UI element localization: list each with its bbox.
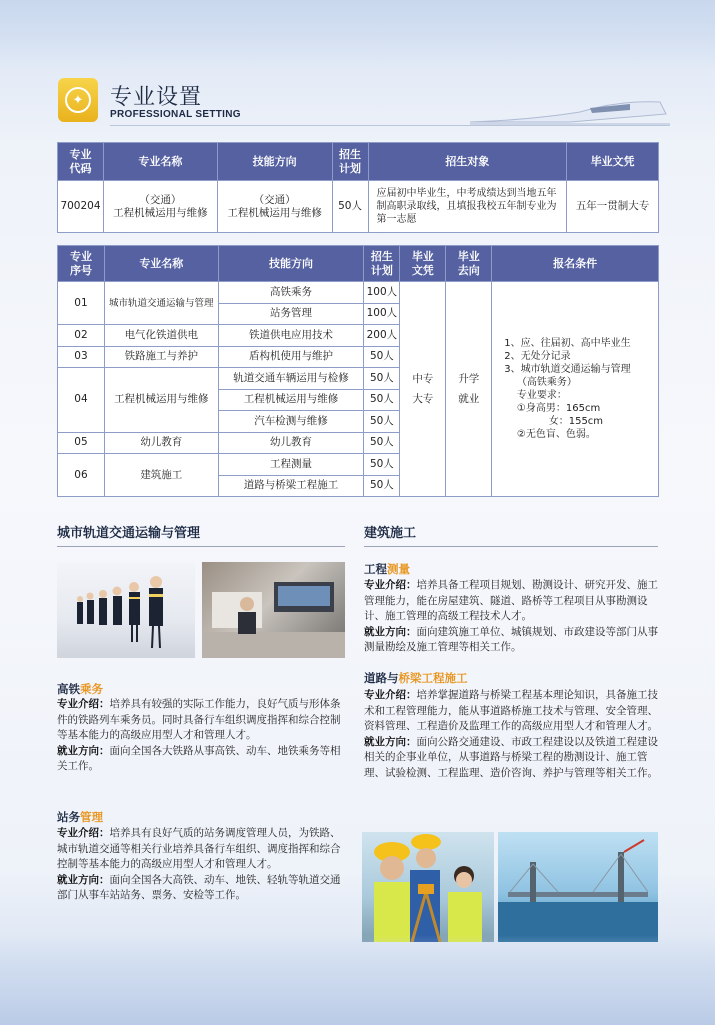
subheading-accent: 桥梁工程施工 — [398, 671, 468, 685]
photo-surveyors — [362, 832, 494, 942]
enrollment-table-majors — [57, 245, 659, 497]
text-intro: 培养具备工程项目规划、勘测设计、研究开发、施工管理能力，能在房屋建筑、隧道、路桥等工程项目从事勘测设计、施工管理的高级工程技术人才。 — [364, 579, 658, 622]
cell-plan: 50人 — [364, 475, 400, 497]
cell-no: 01 — [58, 282, 105, 325]
subheading-text: 道路与 — [364, 671, 399, 685]
cell-major: 城市轨道交通运输与管理 — [104, 282, 218, 325]
label-job: 就业方向： — [364, 625, 417, 638]
cell-major: 工程机械运用与维修 — [104, 368, 218, 433]
cell-major: （交通） 工程机械运用与维修 — [103, 181, 217, 233]
cell-skill: 轨道交通车辆运用与检修 — [218, 368, 364, 390]
subheading-surveying — [364, 561, 410, 577]
cell-skill: 站务管理 — [218, 303, 364, 325]
cell-no: 05 — [58, 432, 105, 454]
paragraph-surveying — [364, 578, 660, 656]
cell-plan: 50人 — [364, 389, 400, 411]
section-rule — [364, 546, 658, 547]
cell-plan: 50人 — [364, 454, 400, 476]
cell-no: 03 — [58, 346, 105, 368]
subheading-accent: 乘务 — [80, 682, 103, 696]
cell-plan: 50人 — [364, 346, 400, 368]
header-enrollment-target: 招生对象 — [368, 143, 567, 181]
subheading-road-bridge — [364, 670, 468, 686]
cell-skill: 高铁乘务 — [218, 282, 364, 304]
cell-skill: 铁道供电应用技术 — [218, 325, 364, 347]
cell-skill: （交通） 工程机械运用与维修 — [217, 181, 332, 233]
header-skill-direction: 技能方向 — [218, 246, 364, 282]
cell-plan: 200人 — [364, 325, 400, 347]
cell-plan: 50人 — [364, 411, 400, 433]
label-intro: 专业介绍： — [364, 689, 417, 701]
subheading-accent: 管理 — [80, 810, 103, 824]
header-diploma: 毕业 文凭 — [400, 246, 446, 282]
header-major-name: 专业名称 — [104, 246, 218, 282]
header-major-no: 专业 序号 — [58, 246, 105, 282]
cell-major: 铁路施工与养护 — [104, 346, 218, 368]
cell-skill: 幼儿教育 — [218, 432, 364, 454]
cell-diploma: 中专 大专 — [400, 282, 446, 497]
cell-requirements: 1、应、往届初、高中毕业生 2、无处分记录 3、城市轨道交通运输与管理 （高铁乘务） 专业要求： ①身高男：165cm 女：155cm ②无色盲、色弱。 — [492, 282, 659, 497]
section-heading-rail-transit: 城市轨道交通运输与管理 — [57, 526, 201, 541]
label-job: 就业方向： — [364, 735, 417, 748]
section-heading-construction: 建筑施工 — [364, 526, 417, 541]
text-job: 面向全国各大高铁、动车、地铁、轻轨等轨道交通部门从事车站站务、票务、安检等工作。 — [57, 873, 341, 901]
title-rule — [110, 125, 670, 126]
header-destination: 毕业 去向 — [446, 246, 492, 282]
cell-skill: 汽车检测与维修 — [218, 411, 364, 433]
header-requirements: 报名条件 — [492, 246, 659, 282]
label-intro: 专业介绍： — [364, 579, 417, 591]
text-intro: 培养具有良好气质的站务调度管理人员，为铁路、城市轨道交通等相关行业培养具备行车组织、调度指挥和综合控制等基本能力的高级应用型人才和管理人才。 — [57, 827, 341, 870]
text-intro: 培养掌握道路与桥梁工程基本理论知识，具备施工技术和工程管理能力，能从事道路桥施工技术与管理、安全管理、资料管理、工程造价及监理工作的高级应用型人才和管理人才。 — [364, 689, 658, 732]
header-enrollment-plan: 招生 计划 — [364, 246, 400, 282]
table-row — [58, 282, 659, 304]
text-job: 面向全国各大铁路从事高铁、动车、地铁乘务等相关工作。 — [57, 744, 341, 772]
photo-bridge-construction — [498, 832, 658, 942]
label-intro: 专业介绍： — [57, 698, 110, 710]
subheading-train-attendant — [57, 681, 103, 697]
label-job: 就业方向： — [57, 744, 110, 757]
cell-diploma: 五年一贯制大专 — [567, 181, 659, 233]
subheading-accent: 测量 — [387, 562, 410, 576]
paragraph-station-management — [57, 826, 349, 904]
bottom-decoration — [0, 935, 715, 1025]
cell-no: 06 — [58, 454, 105, 497]
text-job: 面向建筑施工单位、城镇规划、市政建设等部门从事测量勘绘及施工管理等相关工作。 — [364, 625, 658, 653]
page-title: 专业设置 — [110, 85, 203, 110]
text-job: 面向公路交通建设、市政工程建设以及铁道工程建设相关的企事业单位，从事道路与桥梁工程的勘测设计、施工管理、试验检测、工程监理、造价咨询、养护与管理等相关工作。 — [364, 735, 658, 779]
cell-skill: 盾构机使用与维护 — [218, 346, 364, 368]
cell-major: 电气化铁道供电 — [104, 325, 218, 347]
section-rule — [57, 546, 345, 547]
header-enrollment-plan: 招生 计划 — [332, 143, 368, 181]
subheading-text: 站务 — [57, 810, 80, 824]
cell-major: 幼儿教育 — [104, 432, 218, 454]
cell-skill: 道路与桥梁工程施工 — [218, 475, 364, 497]
header-skill-direction: 技能方向 — [217, 143, 332, 181]
cell-plan: 100人 — [364, 282, 400, 304]
label-job: 就业方向： — [57, 873, 110, 886]
subheading-station-management — [57, 809, 103, 825]
cell-plan: 100人 — [364, 303, 400, 325]
cell-no: 04 — [58, 368, 105, 433]
cell-skill: 工程测量 — [218, 454, 364, 476]
cell-major: 建筑施工 — [104, 454, 218, 497]
header-major-code: 专业 代码 — [58, 143, 104, 181]
photo-attendants — [57, 562, 195, 658]
cell-destination: 升学 就业 — [446, 282, 492, 497]
text-intro: 培养具有较强的实际工作能力，良好气质与形体条件的铁路列车乘务员。同时具备行车组织调度指挥和综合控制等基本能力的高级应用型人才和管理人才。 — [57, 698, 341, 741]
header-major-name: 专业名称 — [103, 143, 217, 181]
cell-plan: 50人 — [364, 368, 400, 390]
page-subtitle-en: PROFESSIONAL SETTING — [110, 109, 241, 120]
page-top-tint — [0, 0, 715, 70]
subheading-text: 高铁 — [57, 682, 80, 696]
header-diploma: 毕业文凭 — [567, 143, 659, 181]
cell-no: 02 — [58, 325, 105, 347]
cell-code: 700204 — [58, 181, 104, 233]
table-row — [58, 181, 659, 233]
cell-plan: 50人 — [332, 181, 368, 233]
school-emblem-icon: ✦ — [58, 78, 98, 122]
train-graphic-icon — [470, 92, 670, 128]
photo-station-control — [202, 562, 345, 658]
paragraph-train-attendant — [57, 697, 349, 775]
subheading-text: 工程 — [364, 562, 387, 576]
paragraph-road-bridge — [364, 688, 660, 781]
cell-skill: 工程机械运用与维修 — [218, 389, 364, 411]
label-intro: 专业介绍： — [57, 827, 110, 839]
cell-plan: 50人 — [364, 432, 400, 454]
enrollment-table-five-year — [57, 142, 659, 233]
cell-target: 应届初中毕业生，中考成绩达到当地五年制高职录取线，且填报我校五年制专业为第一志愿 — [368, 181, 567, 233]
